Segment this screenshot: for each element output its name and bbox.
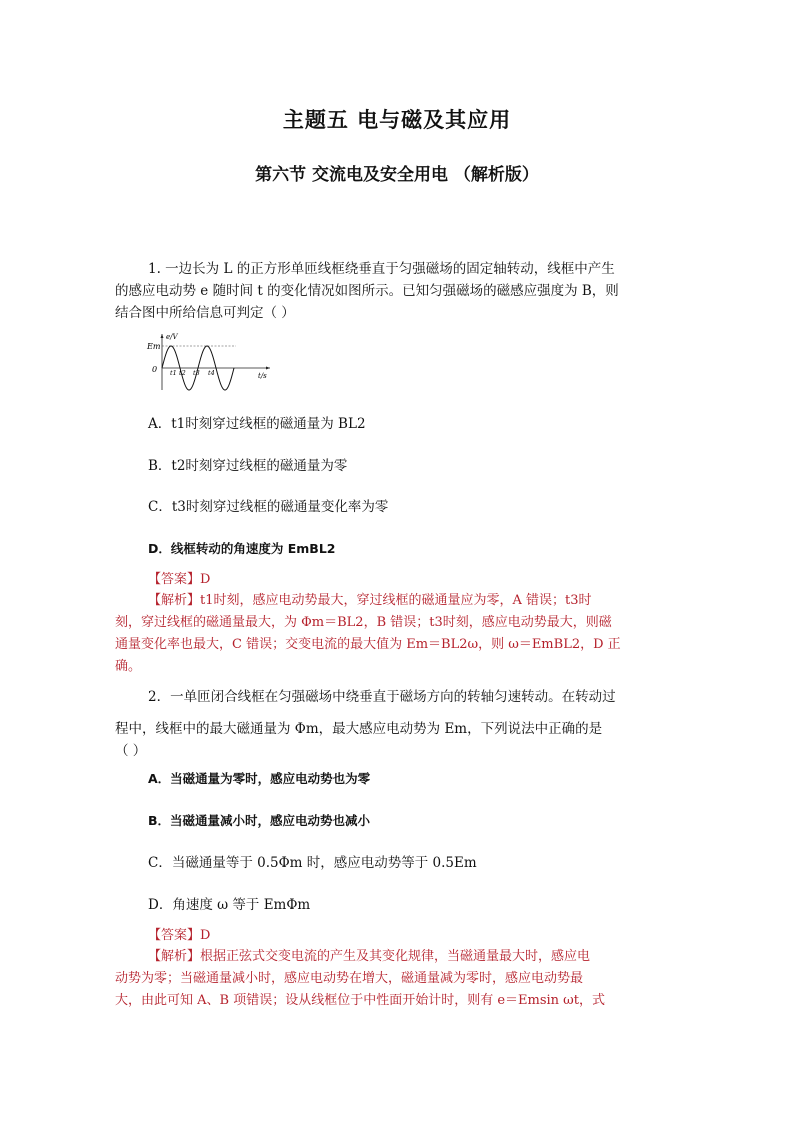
- q2-option-b: B．当磁通量减小时，感应电动势也减小: [148, 813, 371, 828]
- q2-option-d: D．角速度 ω 等于 EmΦm: [148, 897, 311, 913]
- q2-option-c: C．当磁通量等于 0.5Φm 时，感应电动势等于 0.5Em: [148, 855, 477, 871]
- q1-analysis-line-2: 刻，穿过线框的磁通量最大，为 Φm＝BL2，B 错误；t3时刻，感应电动势最大，则磁: [115, 615, 612, 630]
- graph-origin: 0: [152, 365, 158, 374]
- q2-answer: 【答案】D: [148, 928, 211, 943]
- section-subtitle: 第六节 交流电及安全用电 （解析版）: [255, 165, 539, 185]
- q1-analysis-line-3: 通量变化率也最大，C 错误；交变电流的最大值为 Em＝BL2ω，则 ω＝EmBL2，D 正: [115, 637, 621, 652]
- q1-option-d: D．线框转动的角速度为 EmBL2: [148, 541, 336, 556]
- q1-option-a: A．t1时刻穿过线框的磁通量为 BL2: [148, 416, 366, 432]
- q1-stem-line-1: 1. 一边长为 L 的正方形单匝线框绕垂直于匀强磁场的固定轴转动，线框中产生: [148, 261, 615, 277]
- q2-option-a: A．当磁通量为零时，感应电动势也为零: [148, 771, 371, 786]
- q1-analysis-line-1: 【解析】t1时刻，感应电动势最大，穿过线框的磁通量应为零，A 错误；t3时: [148, 593, 592, 608]
- q2-stem-line-1: 2．一单匝闭合线框在匀强磁场中绕垂直于磁场方向的转轴匀速转动。在转动过: [148, 689, 616, 705]
- q1-answer: 【答案】D: [148, 572, 211, 587]
- graph-xlabel: t/s: [258, 372, 267, 380]
- graph-tick-t1: t1: [170, 369, 177, 377]
- q1-stem-line-3: 结合图中所给信息可判定（ ）: [115, 305, 295, 321]
- graph-ylabel: e/V: [166, 333, 178, 341]
- graph-tick-t3: t3: [193, 369, 200, 377]
- q2-stem-line-2: 程中，线框中的最大磁通量为 Φm，最大感应电动势为 Em，下列说法中正确的是: [115, 721, 603, 737]
- q2-analysis-line-1: 【解析】根据正弦式交变电流的产生及其变化规律，当磁通量最大时，感应电: [148, 949, 591, 964]
- graph-tick-t4: t4: [208, 369, 215, 377]
- q2-analysis-line-3: 大，由此可知 A、B 项错误；设从线框位于中性面开始计时，则有 e＝Emsin ωt，式: [115, 993, 606, 1008]
- e-axis-arrow: [161, 334, 164, 338]
- q1-option-b: B．t2时刻穿过线框的磁通量为零: [148, 458, 348, 474]
- emf-time-graph: [146, 330, 276, 392]
- page-title: 主题五 电与磁及其应用: [282, 108, 512, 132]
- t-axis-arrow: [266, 367, 270, 370]
- q1-stem-line-2: 的感应电动势 e 随时间 t 的变化情况如图所示。已知匀强磁场的磁感应强度为 B，则: [115, 283, 619, 299]
- q2-stem-line-3: （ ）: [115, 743, 147, 759]
- q2-analysis-line-2: 动势为零；当磁通量减小时，感应电动势在增大，磁通量减为零时，感应电动势最: [115, 971, 584, 986]
- q1-option-c: C．t3时刻穿过线框的磁通量变化率为零: [148, 499, 389, 515]
- graph-em-label: Em: [147, 342, 161, 351]
- graph-tick-t2: t2: [179, 369, 186, 377]
- q1-analysis-line-4: 确。: [115, 659, 142, 674]
